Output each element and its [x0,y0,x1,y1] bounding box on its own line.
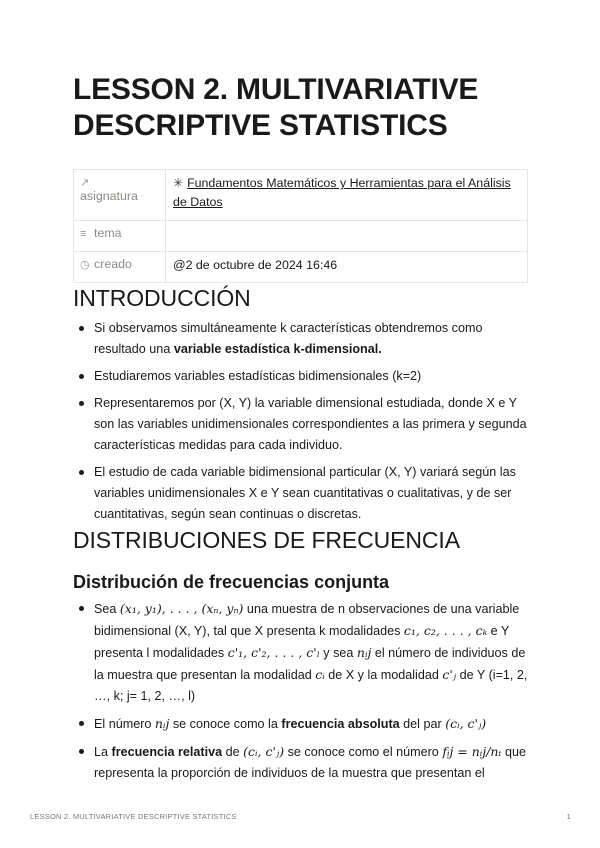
property-value-empty[interactable] [166,221,528,252]
subheading-frecuencias-conjunta: Distribución de frecuencias conjunta [73,572,390,592]
property-value-date: @2 de octubre de 2024 16:46 [166,252,528,283]
list-item: La frecuencia relativa de (cᵢ, c'ⱼ) se conoce como el número fᵢj = nᵢj/nₜ que representa la proporción de individuos de la muestra que presentan el [73,741,529,784]
list-icon: ≡ [80,228,87,240]
list-item: Representaremos por (X, Y) la variable dimensional estudiada, donde X e Y son las variables unidimensionales correspondientes a las primera y segunda características medidas para cada individuo. [73,393,529,456]
clock-icon: ◷ [80,259,90,271]
subject-link[interactable]: Fundamentos Matemáticos y Herramientas para el Análisis de Datos [173,176,511,209]
property-row-asignatura [74,170,528,221]
intro-list [73,318,529,531]
freq-list [73,598,529,790]
page-number: 1 [566,812,571,821]
footer-title: LESSON 2. MULTIVARIATIVE DESCRIPTIVE STATISTICS [30,812,237,821]
page-title: LESSON 2. MULTIVARIATIVE DESCRIPTIVE STATISTICS [73,73,479,142]
list-item: Estudiaremos variables estadísticas bidimensionales (k=2) [73,366,529,387]
property-row-creado [74,252,528,283]
properties-table [73,169,528,283]
page-footer [30,812,571,821]
list-item: Sea (x₁, y₁), . . . , (xₙ, yₙ) una muestra de n observaciones de una variable bidimensional (X, Y), tal que X presenta k modalidades c₁, c₂, . . . , cₖ e Y presenta l modalidades c'₁, c'₂, . . . , c'ₗ y sea nᵢj el número de individuos de la muestra que presentan la modalidad cᵢ de X y la modalidad c'ⱼ de Y (i=1, 2, …, k; j= 1, 2, …, l) [73,598,529,707]
property-key: creado [94,257,132,271]
section-heading-distribuciones: DISTRIBUCIONES DE FRECUENCIA [73,527,460,553]
section-heading-introduccion: INTRODUCCIÓN [73,285,251,311]
property-key: tema [94,226,122,240]
arrow-up-right-icon: ↗ [80,177,90,189]
list-item: Si observamos simultáneamente k características obtendremos como resultado una variable estadística k-dimensional. [73,318,529,360]
list-item: El estudio de cada variable bidimensional particular (X, Y) variará según las variables unidimensionales X e Y sean cuantitativas o cualitativas, y de ser cuantitativas, según sean continuas o discretas. [73,462,529,525]
list-item: El número nᵢj se conoce como la frecuencia absoluta del par (cᵢ, c'ⱼ) [73,713,529,735]
property-row-tema [74,221,528,252]
property-key: asignatura [80,189,138,203]
sparkle-icon: ✳ [173,176,184,190]
